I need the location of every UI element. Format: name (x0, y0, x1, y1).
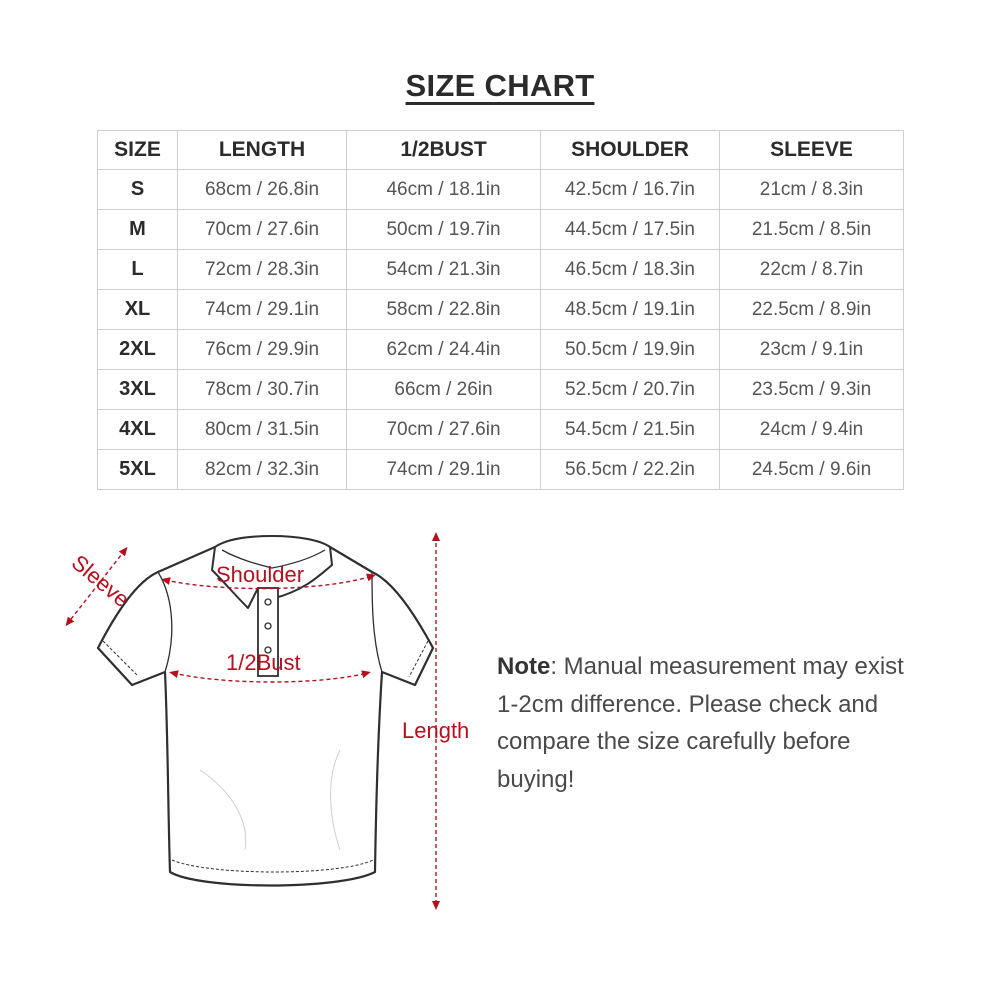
sleeve-cell: 21.5cm / 8.5in (720, 210, 904, 250)
size-chart-title: SIZE CHART (405, 68, 595, 103)
table-row (98, 250, 904, 290)
sleeve-cell: 24.5cm / 9.6in (720, 450, 904, 490)
measurement-diagram (40, 520, 500, 920)
sleeve-cell: 24cm / 9.4in (720, 410, 904, 450)
bust-cell: 70cm / 27.6in (347, 410, 541, 450)
table-row (98, 170, 904, 210)
length-cell: 74cm / 29.1in (178, 290, 347, 330)
size-cell: 2XL (98, 330, 178, 370)
sleeve-cell: 21cm / 8.3in (720, 170, 904, 210)
table-row (98, 410, 904, 450)
bust-cell: 62cm / 24.4in (347, 330, 541, 370)
bust-label: 1/2Bust (226, 650, 301, 675)
shoulder-cell: 54.5cm / 21.5in (541, 410, 720, 450)
bust-cell: 46cm / 18.1in (347, 170, 541, 210)
bust-cell: 54cm / 21.3in (347, 250, 541, 290)
table-row (98, 290, 904, 330)
shoulder-cell: 56.5cm / 22.2in (541, 450, 720, 490)
shoulder-cell: 46.5cm / 18.3in (541, 250, 720, 290)
bust-cell: 66cm / 26in (347, 370, 541, 410)
size-cell: 3XL (98, 370, 178, 410)
shoulder-cell: 42.5cm / 16.7in (541, 170, 720, 210)
length-cell: 78cm / 30.7in (178, 370, 347, 410)
header-length: LENGTH (178, 131, 347, 170)
header-half-bust: 1/2BUST (347, 131, 541, 170)
shoulder-label: Shoulder (216, 562, 305, 587)
length-label: Length (402, 718, 470, 743)
header-size: SIZE (98, 131, 178, 170)
table-row (98, 450, 904, 490)
table-row (98, 210, 904, 250)
size-cell: 5XL (98, 450, 178, 490)
size-cell: L (98, 250, 178, 290)
sleeve-cell: 22.5cm / 8.9in (720, 290, 904, 330)
note-text: : Manual measurement may exist 1-2cm difference. Please check and compare the size carefully before buying! (497, 653, 904, 793)
bust-cell: 74cm / 29.1in (347, 450, 541, 490)
bust-cell: 50cm / 19.7in (347, 210, 541, 250)
header-row (98, 131, 904, 170)
sleeve-label: Sleeve (66, 549, 135, 613)
table-row (98, 330, 904, 370)
length-cell: 82cm / 32.3in (178, 450, 347, 490)
note-label: Note (497, 653, 551, 680)
size-cell: 4XL (98, 410, 178, 450)
shoulder-cell: 52.5cm / 20.7in (541, 370, 720, 410)
sleeve-cell: 22cm / 8.7in (720, 250, 904, 290)
shoulder-cell: 44.5cm / 17.5in (541, 210, 720, 250)
sleeve-cell: 23.5cm / 9.3in (720, 370, 904, 410)
length-cell: 72cm / 28.3in (178, 250, 347, 290)
measurement-note (497, 648, 917, 798)
header-sleeve: SLEEVE (720, 131, 904, 170)
length-cell: 70cm / 27.6in (178, 210, 347, 250)
header-shoulder: SHOULDER (541, 131, 720, 170)
table-row (98, 370, 904, 410)
length-cell: 76cm / 29.9in (178, 330, 347, 370)
length-cell: 68cm / 26.8in (178, 170, 347, 210)
size-cell: M (98, 210, 178, 250)
size-table (97, 130, 904, 490)
shoulder-cell: 48.5cm / 19.1in (541, 290, 720, 330)
page-title (0, 68, 1000, 104)
sleeve-cell: 23cm / 9.1in (720, 330, 904, 370)
size-cell: S (98, 170, 178, 210)
size-cell: XL (98, 290, 178, 330)
shoulder-cell: 50.5cm / 19.9in (541, 330, 720, 370)
length-cell: 80cm / 31.5in (178, 410, 347, 450)
bust-cell: 58cm / 22.8in (347, 290, 541, 330)
